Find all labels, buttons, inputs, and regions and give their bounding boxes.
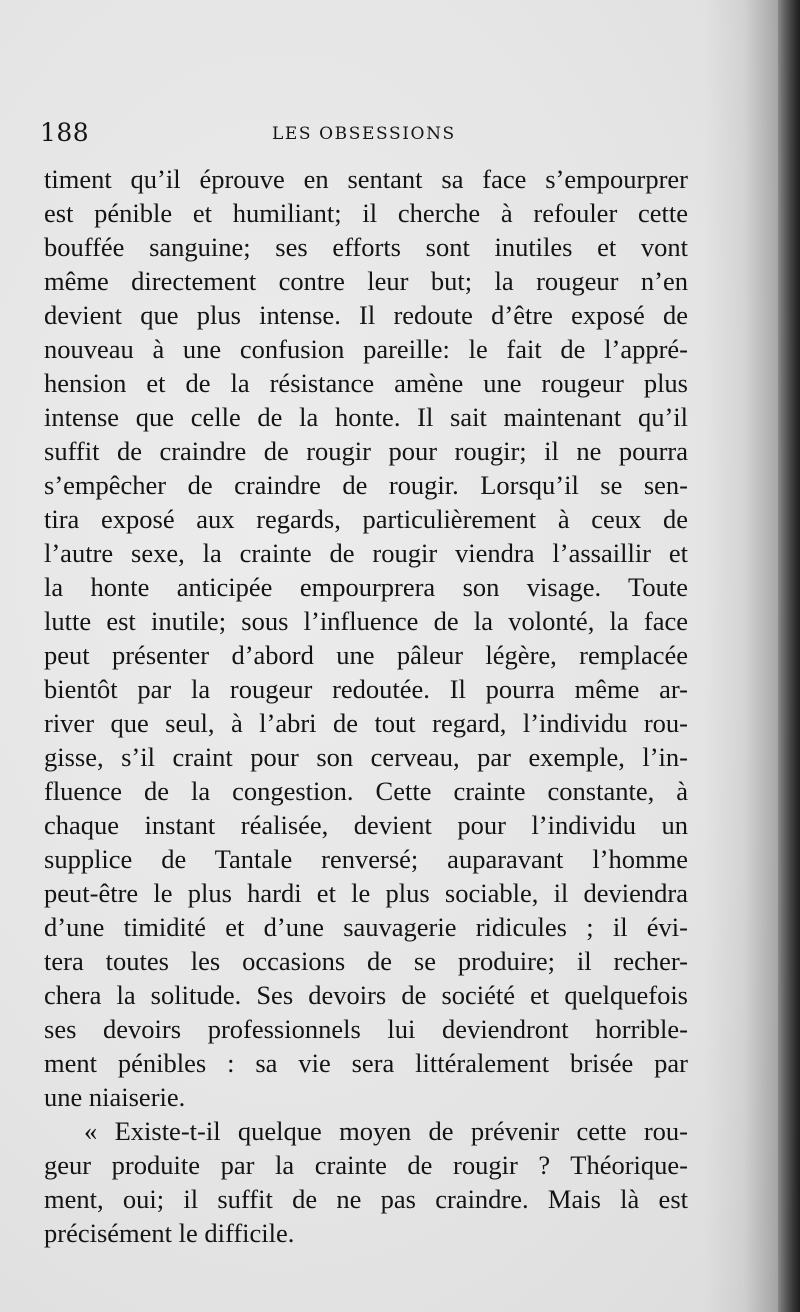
text-line: intense que celle de la honte. Il sait maintenant qu’il xyxy=(44,402,688,432)
text-line: bouffée sanguine; ses efforts sont inutiles et vont xyxy=(44,232,688,262)
text-line: ment pénibles : sa vie sera littéralement brisée par xyxy=(44,1048,688,1078)
text-line: tira exposé aux regards, particulièrement à ceux de xyxy=(44,504,688,534)
text-line: geur produite par la crainte de rougir ? Théorique- xyxy=(44,1150,688,1180)
text-line: une niaiserie. xyxy=(44,1082,186,1112)
text-line: bientôt par la rougeur redoutée. Il pourra même ar- xyxy=(44,674,688,704)
text-line: nouveau à une confusion pareille: le fait de l’appré- xyxy=(44,334,688,364)
running-head xyxy=(40,118,690,154)
running-title: LES OBSESSIONS xyxy=(272,124,456,144)
text-line: peut-être le plus hardi et le plus sociable, il deviendra xyxy=(44,878,688,908)
text-line: précisément le difficile. xyxy=(44,1218,295,1248)
text-line: devient que plus intense. Il redoute d’être exposé de xyxy=(44,300,688,330)
text-line: hension et de la résistance amène une rougeur plus xyxy=(44,368,688,398)
text-line: suffit de craindre de rougir pour rougir; il ne pourra xyxy=(44,436,688,466)
text-line: river que seul, à l’abri de tout regard, l’individu rou- xyxy=(44,708,688,738)
text-line: lutte est inutile; sous l’influence de la volonté, la face xyxy=(44,606,688,636)
text-line: chera la solitude. Ses devoirs de société et quelquefois xyxy=(44,980,688,1010)
text-line: fluence de la congestion. Cette crainte constante, à xyxy=(44,776,688,806)
text-line: ment, oui; il suffit de ne pas craindre. Mais là est xyxy=(44,1184,688,1214)
page-number: 188 xyxy=(40,118,90,147)
text-line: tera toutes les occasions de se produire; il recher- xyxy=(44,946,688,976)
text-line: peut présenter d’abord une pâleur légère, remplacée xyxy=(44,640,688,670)
text-line: gisse, s’il craint pour son cerveau, par exemple, l’in- xyxy=(44,742,688,772)
page-gutter-shadow xyxy=(778,0,800,1312)
paragraph xyxy=(44,162,688,1114)
paragraph xyxy=(44,1114,688,1250)
text-line: s’empêcher de craindre de rougir. Lorsqu’il se sen- xyxy=(44,470,688,500)
text-line: est pénible et humiliant; il cherche à refouler cette xyxy=(44,198,688,228)
text-line: « Existe-t-il quelque moyen de prévenir cette rou- xyxy=(84,1116,688,1146)
text-line: l’autre sexe, la crainte de rougir viendra l’assaillir et xyxy=(44,538,688,568)
body-text xyxy=(44,162,688,1250)
text-line: supplice de Tantale renversé; auparavant l’homme xyxy=(44,844,688,874)
text-line: d’une timidité et d’une sauvagerie ridicules ; il évi- xyxy=(44,912,688,942)
text-line: timent qu’il éprouve en sentant sa face s’empourprer xyxy=(44,164,688,194)
text-line: chaque instant réalisée, devient pour l’individu un xyxy=(44,810,688,840)
text-line: même directement contre leur but; la rougeur n’en xyxy=(44,266,688,296)
text-line: ses devoirs professionnels lui deviendront horrible- xyxy=(44,1014,688,1044)
text-line: la honte anticipée empourprera son visage. Toute xyxy=(44,572,688,602)
